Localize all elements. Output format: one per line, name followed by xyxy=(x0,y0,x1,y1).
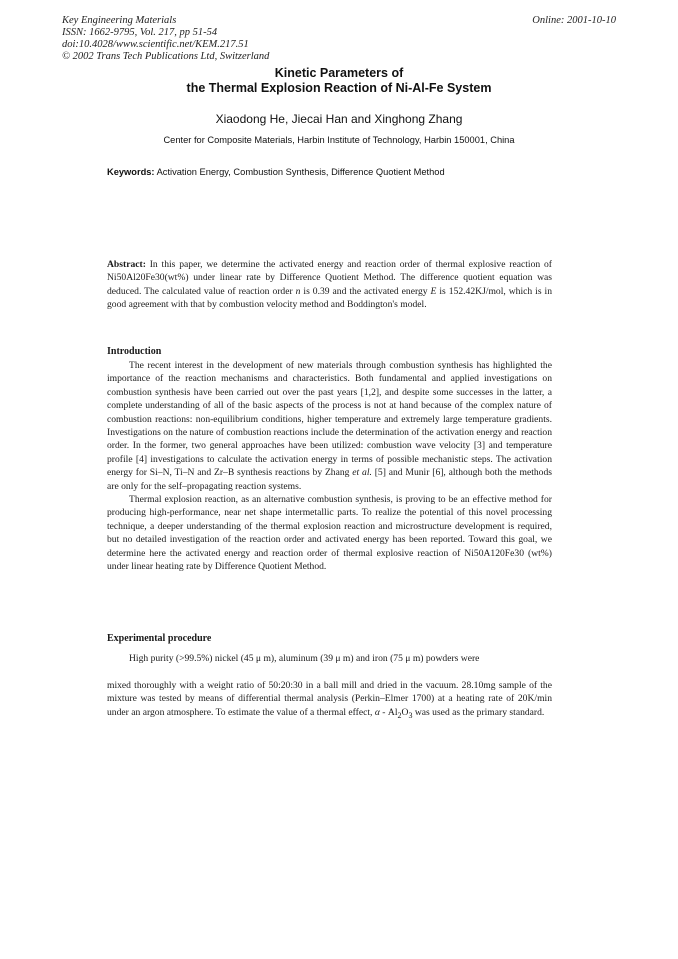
abstract-label: Abstract: xyxy=(107,259,146,270)
intro-et-al: et al. xyxy=(352,467,372,479)
exp-p2-text-b: was used as the primary standard. xyxy=(412,706,545,718)
abstract-text-2: is 0.39 and the activated energy xyxy=(300,285,431,297)
exp-p2-text-a: mixed thoroughly with a weight ratio of 50:20:30 in a ball mill and dried in the vacuum. 28.10mg sample of the mixture was tested by means of differential thermal analysis (Perkin–Elmer 1700) at a heating rate of 20K/min under an argon atmosphere. To estimate the value of a thermal effect, xyxy=(107,680,552,718)
title-line-2: the Thermal Explosion Reaction of Ni-Al-Fe System xyxy=(186,81,492,95)
abstract-var-e: E xyxy=(430,285,437,297)
experimental-paragraph-1 xyxy=(107,652,552,665)
experimental-paragraph-2 xyxy=(107,679,552,722)
alumina-sub-3: 3 xyxy=(408,710,413,720)
author-list: Xiaodong He, Jiecai Han and Xinghong Zhang xyxy=(215,112,463,126)
title-line-1: Kinetic Parameters of xyxy=(274,66,404,80)
alumina-al: Al xyxy=(387,706,398,718)
journal-name: Key Engineering Materials xyxy=(62,15,177,26)
abstract xyxy=(107,258,552,312)
affiliation: Center for Composite Materials, Harbin Institute of Technology, Harbin 150001, China xyxy=(163,135,515,145)
keywords xyxy=(107,167,577,177)
keywords-label: Keywords: xyxy=(107,167,155,177)
intro-p1-text-a: The recent interest in the development of new materials through combustion synthesis has highlighted the importance of the reaction mechanisms and characteristics. Both fundamental and applied investigations on combustion synthesis have been carried out over the past years [1,2], and despite some successes in the latter, a complete understanding of all of the basic aspects of the process is not at hand because of the complex nature of combustion reactions: non-equilibrium conditions, higher temperature and extremely large temperature gradients. Investigations on the nature of combustion reactions include the determination of the activation energy and reaction order. In the former, two general approaches have been utilized: combustion wave velocity [3] and temperature profile [4] investigations to calculate the activation energy in terms of possible mechanistic steps. The activation energy for Si–N, Ti–N and Zr–B synthesis reactions by Zhang xyxy=(107,360,552,479)
paper-title xyxy=(0,66,678,96)
journal-copyright: © 2002 Trans Tech Publications Ltd, Switzerland xyxy=(62,51,270,62)
keywords-text: Activation Energy, Combustion Synthesis, Difference Quotient Method xyxy=(156,167,445,177)
journal-header xyxy=(62,15,422,63)
abstract-text-1: In this paper, we determine the activated energy and reaction order of thermal explosive reaction of Ni50Al20Fe30(wt%) under linear rate by Difference Quotient Method. The difference quotient equation was deduced. The calculated value of reaction order xyxy=(107,259,552,297)
alumina-formula xyxy=(388,707,413,718)
exp-alpha: α - xyxy=(374,706,386,718)
journal-issn: ISSN: 1662-9795, Vol. 217, pp 51-54 xyxy=(62,27,218,38)
exp-p1-text: High purity (>99.5%) nickel (45 μ m), aluminum (39 μ m) and iron (75 μ m) powders were xyxy=(129,653,480,664)
introduction-paragraph-2: Thermal explosion reaction, as an alternative combustion synthesis, is proving to be an effective method for producing high-performance, near net shape intermetallic parts. To realize the potential of this novel processing technique, a deeper understanding of the thermal explosion reaction and microstructure development is required, but no detailed investigation of the reaction order and activated energy has been reported. Toward this goal, we determine here the activated energy and reaction order of thermal explosive reaction of Ni50A120Fe30 (wt%) under linear heating rate by Difference Quotient Method. xyxy=(107,494,552,573)
abstract-var-n: n xyxy=(295,285,301,297)
experimental-heading: Experimental procedure xyxy=(107,633,212,644)
journal-doi: doi:10.4028/www.scientific.net/KEM.217.51 xyxy=(62,39,249,50)
abstract-text-3: is 152.42KJ/mol, which is in good agreement with that by combustion velocity method and Boddington's model. xyxy=(107,285,552,311)
introduction-heading: Introduction xyxy=(107,346,162,357)
intro-p1-text-b: [5] and Munir [6], although both the methods are only for the self–propagating reaction systems. xyxy=(107,467,553,492)
alumina-o: O xyxy=(401,706,409,718)
introduction-body xyxy=(107,359,552,574)
online-date: Online: 2001-10-10 xyxy=(532,15,616,26)
introduction-paragraph-1 xyxy=(107,359,552,493)
alumina-sub-2: 2 xyxy=(397,710,402,720)
